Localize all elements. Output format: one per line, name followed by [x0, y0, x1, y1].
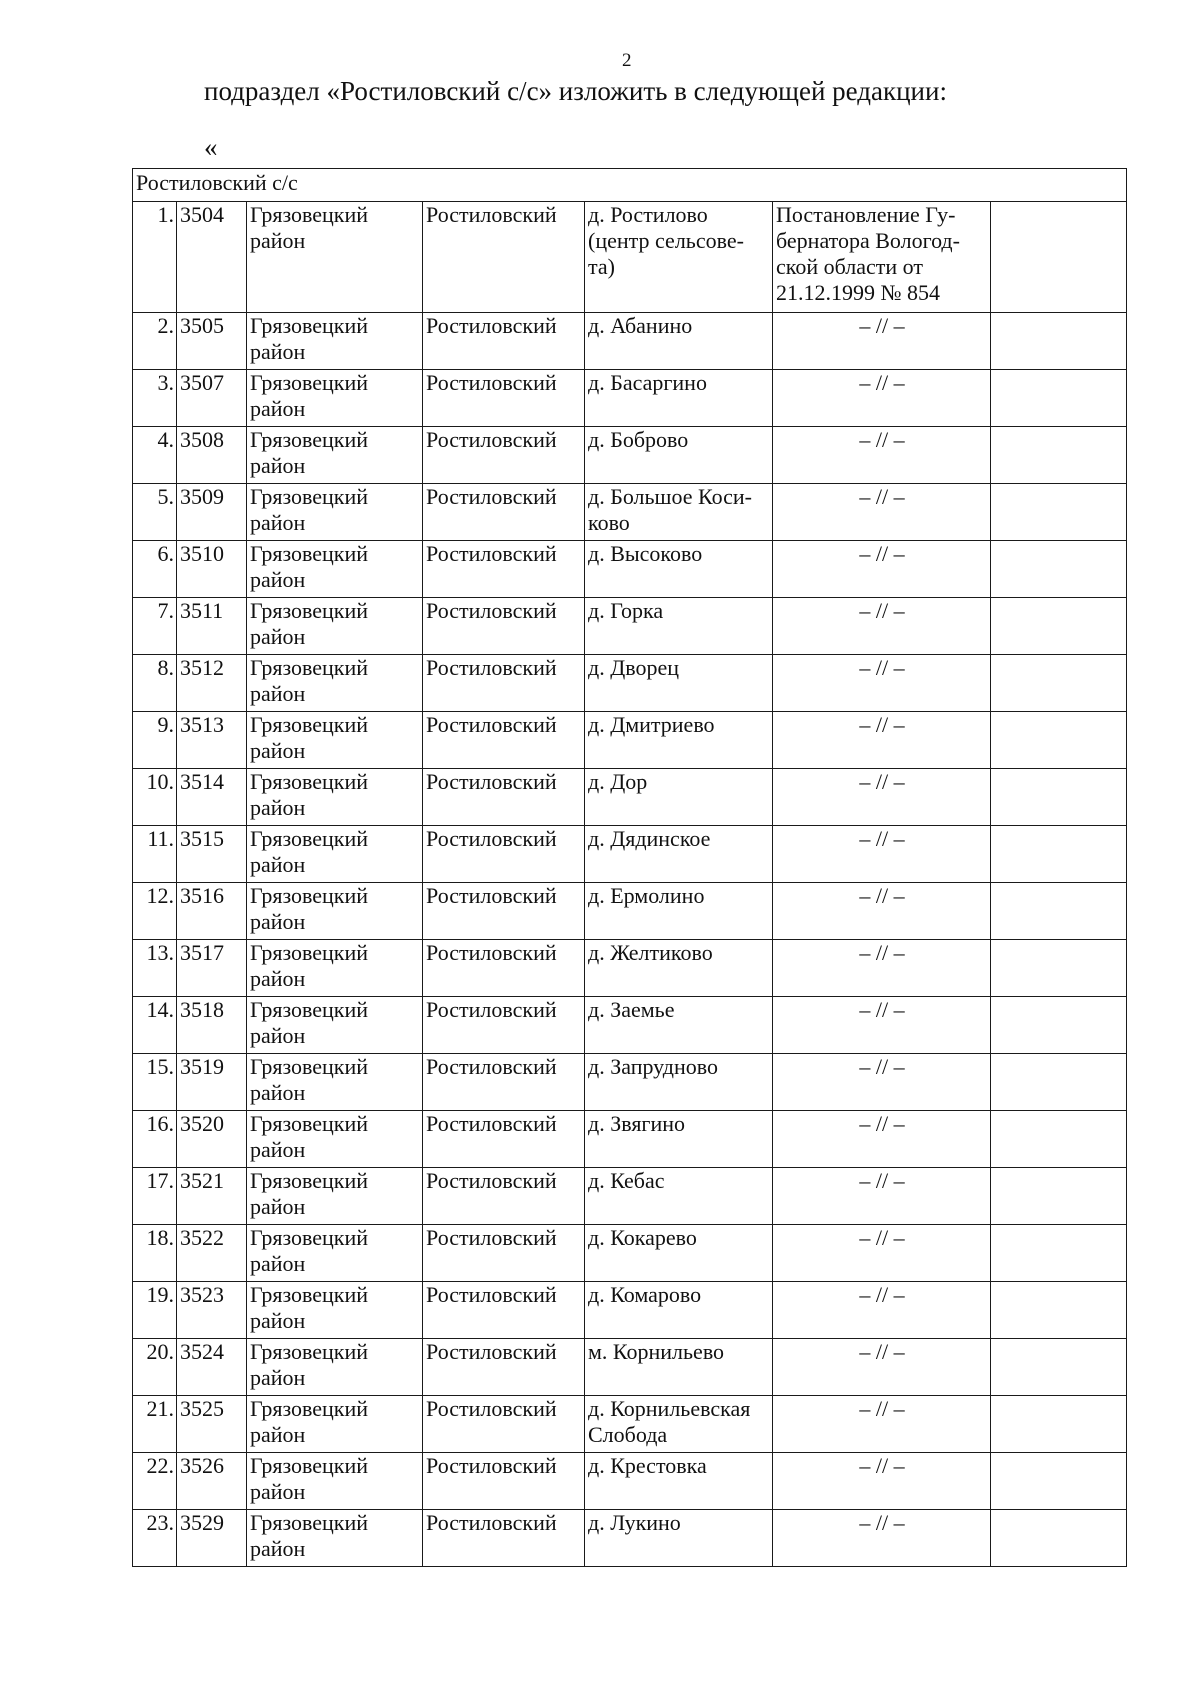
council-cell: Ростиловский: [423, 997, 585, 1054]
row-number-cell: 15.: [133, 1054, 177, 1111]
row-number-cell: 21.: [133, 1396, 177, 1453]
row-number-cell: 9.: [133, 712, 177, 769]
council-cell: Ростиловский: [423, 541, 585, 598]
extra-cell: [991, 883, 1127, 940]
code-cell: 3512: [177, 655, 247, 712]
table-row: [133, 1282, 1127, 1339]
document-cell: – // –: [773, 940, 991, 997]
table-row: [133, 202, 1127, 313]
table-row: [133, 997, 1127, 1054]
section-title: Ростиловский с/с: [133, 169, 1127, 202]
document-cell: – // –: [773, 712, 991, 769]
document-cell: – // –: [773, 883, 991, 940]
extra-cell: [991, 1510, 1127, 1567]
code-cell: 3513: [177, 712, 247, 769]
row-number-cell: 10.: [133, 769, 177, 826]
code-cell: 3521: [177, 1168, 247, 1225]
council-cell: Ростиловский: [423, 655, 585, 712]
locality-cell: д. Звягино: [585, 1111, 773, 1168]
table-row: [133, 712, 1127, 769]
document-cell: – // –: [773, 598, 991, 655]
code-cell: 3520: [177, 1111, 247, 1168]
row-number-cell: 18.: [133, 1225, 177, 1282]
code-cell: 3510: [177, 541, 247, 598]
locality-cell: д. Ермолино: [585, 883, 773, 940]
district-cell: Грязовецкий район: [247, 1396, 423, 1453]
council-cell: Ростиловский: [423, 484, 585, 541]
row-number-cell: 8.: [133, 655, 177, 712]
row-number-cell: 4.: [133, 427, 177, 484]
extra-cell: [991, 1168, 1127, 1225]
code-cell: 3511: [177, 598, 247, 655]
district-cell: Грязовецкий район: [247, 940, 423, 997]
document-cell: – // –: [773, 1054, 991, 1111]
row-number-cell: 13.: [133, 940, 177, 997]
locality-cell: д. Дядинское: [585, 826, 773, 883]
council-cell: Ростиловский: [423, 427, 585, 484]
document-cell: – // –: [773, 826, 991, 883]
extra-cell: [991, 484, 1127, 541]
document-cell: – // –: [773, 997, 991, 1054]
locality-cell: д. Желтиково: [585, 940, 773, 997]
council-cell: Ростиловский: [423, 1396, 585, 1453]
extra-cell: [991, 1054, 1127, 1111]
row-number-cell: 2.: [133, 313, 177, 370]
document-cell: Постановление Гу-бернатора Вологод-ской области от 21.12.1999 № 854: [773, 202, 991, 313]
extra-cell: [991, 1111, 1127, 1168]
row-number-cell: 14.: [133, 997, 177, 1054]
council-cell: Ростиловский: [423, 1510, 585, 1567]
district-cell: Грязовецкий район: [247, 655, 423, 712]
district-cell: Грязовецкий район: [247, 1282, 423, 1339]
locality-cell: д. Боброво: [585, 427, 773, 484]
extra-cell: [991, 541, 1127, 598]
council-cell: Ростиловский: [423, 1168, 585, 1225]
extra-cell: [991, 1396, 1127, 1453]
page-number: 2: [622, 50, 632, 71]
document-cell: – // –: [773, 1510, 991, 1567]
table-row: [133, 1054, 1127, 1111]
district-cell: Грязовецкий район: [247, 598, 423, 655]
locality-cell: д. Крестовка: [585, 1453, 773, 1510]
code-cell: 3523: [177, 1282, 247, 1339]
settlements-table: [132, 168, 1127, 1567]
locality-cell: д. Запрудново: [585, 1054, 773, 1111]
locality-cell: д. Комарово: [585, 1282, 773, 1339]
code-cell: 3504: [177, 202, 247, 313]
code-cell: 3529: [177, 1510, 247, 1567]
document-cell: – // –: [773, 1168, 991, 1225]
district-cell: Грязовецкий район: [247, 883, 423, 940]
district-cell: Грязовецкий район: [247, 1225, 423, 1282]
locality-cell: д. Лукино: [585, 1510, 773, 1567]
row-number-cell: 22.: [133, 1453, 177, 1510]
table-row: [133, 1339, 1127, 1396]
document-cell: – // –: [773, 1339, 991, 1396]
row-number-cell: 19.: [133, 1282, 177, 1339]
code-cell: 3522: [177, 1225, 247, 1282]
document-cell: – // –: [773, 1396, 991, 1453]
table-row: [133, 370, 1127, 427]
table-row: [133, 427, 1127, 484]
table-row: [133, 940, 1127, 997]
document-cell: – // –: [773, 655, 991, 712]
row-number-cell: 20.: [133, 1339, 177, 1396]
code-cell: 3525: [177, 1396, 247, 1453]
code-cell: 3509: [177, 484, 247, 541]
district-cell: Грязовецкий район: [247, 1054, 423, 1111]
locality-cell: д. Басаргино: [585, 370, 773, 427]
row-number-cell: 16.: [133, 1111, 177, 1168]
table-row: [133, 484, 1127, 541]
code-cell: 3508: [177, 427, 247, 484]
locality-cell: д. Корнильевская Слобода: [585, 1396, 773, 1453]
row-number-cell: 17.: [133, 1168, 177, 1225]
locality-cell: д. Заемье: [585, 997, 773, 1054]
district-cell: Грязовецкий район: [247, 313, 423, 370]
row-number-cell: 3.: [133, 370, 177, 427]
table-row: [133, 313, 1127, 370]
extra-cell: [991, 1225, 1127, 1282]
council-cell: Ростиловский: [423, 313, 585, 370]
code-cell: 3517: [177, 940, 247, 997]
code-cell: 3518: [177, 997, 247, 1054]
council-cell: Ростиловский: [423, 940, 585, 997]
extra-cell: [991, 655, 1127, 712]
document-cell: – // –: [773, 370, 991, 427]
row-number-cell: 12.: [133, 883, 177, 940]
locality-cell: д. Дор: [585, 769, 773, 826]
district-cell: Грязовецкий район: [247, 370, 423, 427]
extra-cell: [991, 712, 1127, 769]
row-number-cell: 23.: [133, 1510, 177, 1567]
extra-cell: [991, 313, 1127, 370]
district-cell: Грязовецкий район: [247, 1168, 423, 1225]
table-body: [133, 169, 1127, 1567]
district-cell: Грязовецкий район: [247, 1111, 423, 1168]
document-cell: – // –: [773, 1453, 991, 1510]
council-cell: Ростиловский: [423, 1453, 585, 1510]
document-cell: – // –: [773, 1225, 991, 1282]
council-cell: Ростиловский: [423, 598, 585, 655]
document-cell: – // –: [773, 1282, 991, 1339]
district-cell: Грязовецкий район: [247, 202, 423, 313]
intro-paragraph: подраздел «Ростиловский с/с» изложить в следующей редакции:: [204, 76, 947, 106]
district-cell: Грязовецкий район: [247, 769, 423, 826]
extra-cell: [991, 1453, 1127, 1510]
table-row: [133, 1396, 1127, 1453]
extra-cell: [991, 598, 1127, 655]
document-cell: – // –: [773, 769, 991, 826]
table-row: [133, 769, 1127, 826]
table-row: [133, 655, 1127, 712]
district-cell: Грязовецкий район: [247, 1510, 423, 1567]
code-cell: 3515: [177, 826, 247, 883]
locality-cell: д. Дмитриево: [585, 712, 773, 769]
council-cell: Ростиловский: [423, 883, 585, 940]
document-cell: – // –: [773, 427, 991, 484]
locality-cell: д. Кокарево: [585, 1225, 773, 1282]
locality-cell: д. Горка: [585, 598, 773, 655]
locality-cell: д. Абанино: [585, 313, 773, 370]
row-number-cell: 1.: [133, 202, 177, 313]
district-cell: Грязовецкий район: [247, 997, 423, 1054]
section-header-row: [133, 169, 1127, 202]
table-row: [133, 598, 1127, 655]
district-cell: Грязовецкий район: [247, 1453, 423, 1510]
council-cell: Ростиловский: [423, 1111, 585, 1168]
extra-cell: [991, 769, 1127, 826]
extra-cell: [991, 370, 1127, 427]
locality-cell: д. Большое Коси-ково: [585, 484, 773, 541]
row-number-cell: 6.: [133, 541, 177, 598]
extra-cell: [991, 202, 1127, 313]
council-cell: Ростиловский: [423, 1225, 585, 1282]
code-cell: 3526: [177, 1453, 247, 1510]
code-cell: 3519: [177, 1054, 247, 1111]
locality-cell: д. Высоково: [585, 541, 773, 598]
district-cell: Грязовецкий район: [247, 826, 423, 883]
locality-cell: д. Кебас: [585, 1168, 773, 1225]
extra-cell: [991, 826, 1127, 883]
table-row: [133, 1111, 1127, 1168]
district-cell: Грязовецкий район: [247, 1339, 423, 1396]
extra-cell: [991, 427, 1127, 484]
council-cell: Ростиловский: [423, 826, 585, 883]
table-row: [133, 541, 1127, 598]
table-row: [133, 1510, 1127, 1567]
table-row: [133, 1168, 1127, 1225]
document-cell: – // –: [773, 1111, 991, 1168]
council-cell: Ростиловский: [423, 202, 585, 313]
council-cell: Ростиловский: [423, 769, 585, 826]
row-number-cell: 5.: [133, 484, 177, 541]
row-number-cell: 7.: [133, 598, 177, 655]
code-cell: 3507: [177, 370, 247, 427]
document-cell: – // –: [773, 541, 991, 598]
locality-cell: д. Ростилово (центр сельсове-та): [585, 202, 773, 313]
extra-cell: [991, 1339, 1127, 1396]
council-cell: Ростиловский: [423, 1339, 585, 1396]
locality-cell: д. Дворец: [585, 655, 773, 712]
district-cell: Грязовецкий район: [247, 484, 423, 541]
code-cell: 3514: [177, 769, 247, 826]
council-cell: Ростиловский: [423, 370, 585, 427]
table-row: [133, 883, 1127, 940]
extra-cell: [991, 940, 1127, 997]
district-cell: Грязовецкий район: [247, 541, 423, 598]
table-row: [133, 826, 1127, 883]
document-cell: – // –: [773, 313, 991, 370]
code-cell: 3505: [177, 313, 247, 370]
opening-quote-mark: «: [204, 132, 218, 162]
row-number-cell: 11.: [133, 826, 177, 883]
document-cell: – // –: [773, 484, 991, 541]
table-row: [133, 1225, 1127, 1282]
district-cell: Грязовецкий район: [247, 427, 423, 484]
locality-cell: м. Корнильево: [585, 1339, 773, 1396]
council-cell: Ростиловский: [423, 712, 585, 769]
district-cell: Грязовецкий район: [247, 712, 423, 769]
council-cell: Ростиловский: [423, 1282, 585, 1339]
code-cell: 3516: [177, 883, 247, 940]
table-row: [133, 1453, 1127, 1510]
extra-cell: [991, 1282, 1127, 1339]
extra-cell: [991, 997, 1127, 1054]
code-cell: 3524: [177, 1339, 247, 1396]
council-cell: Ростиловский: [423, 1054, 585, 1111]
